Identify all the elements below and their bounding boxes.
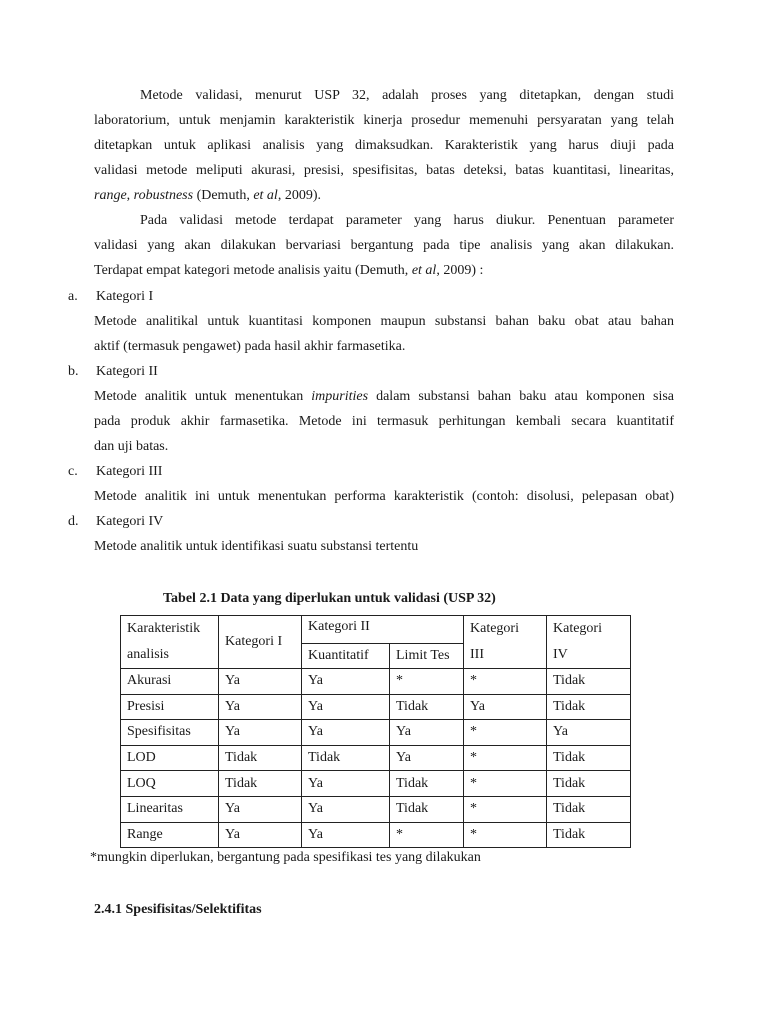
citation-open: (Demuth, [193, 188, 254, 203]
paragraph-1-line-2: laboratorium, untuk menjamin karakteristik kinerja prosedur memenuhi persyaratan yang telah [94, 113, 674, 128]
list-marker-a: a. [68, 289, 78, 304]
category-2-line-2: pada produk akhir farmasetika. Metode ini termasuk perhitungan kembali secara kuantitatif [94, 414, 674, 429]
list-marker-b: b. [68, 364, 79, 379]
table-cell: Ya [302, 669, 390, 695]
table-cell: Presisi [121, 694, 219, 720]
table-cell: * [464, 822, 547, 848]
table-cell: Tidak [547, 771, 631, 797]
table-cell: Ya [302, 771, 390, 797]
table-cell: Tidak [547, 669, 631, 695]
table-cell: Ya [302, 694, 390, 720]
table-cell: Akurasi [121, 669, 219, 695]
table-cell: Ya [547, 720, 631, 746]
table-footnote: *mungkin diperlukan, bergantung pada spesifikasi tes yang dilakukan [90, 850, 481, 865]
category-2-line-1 [94, 388, 674, 406]
table-cell: Ya [464, 694, 547, 720]
header-category-4 [547, 616, 631, 669]
table-row [121, 720, 631, 746]
header-characteristic [121, 616, 219, 669]
header-limit-test: Limit Tes [390, 644, 464, 669]
table-cell: Range [121, 822, 219, 848]
table-cell: Ya [219, 669, 302, 695]
table-cell: Tidak [302, 745, 390, 771]
table-cell: LOD [121, 745, 219, 771]
citation-et-al: et al [253, 188, 278, 203]
paragraph-1-line-5 [94, 187, 674, 205]
table-cell: Tidak [547, 822, 631, 848]
citation-close: , 2009). [277, 188, 321, 203]
category-1-line-1: Metode analitikal untuk kuantitasi komponen maupun substansi bahan baku obat atau bahan [94, 314, 674, 329]
category-4-line-1: Metode analitik untuk identifikasi suatu substansi tertentu [94, 539, 419, 554]
impurities-term: impurities [311, 389, 369, 404]
header-text: Kategori [470, 621, 519, 636]
table-cell: Tidak [390, 771, 464, 797]
table-row [121, 669, 631, 695]
table-row [121, 771, 631, 797]
table-cell: Tidak [547, 745, 631, 771]
table-cell: Tidak [219, 745, 302, 771]
table-cell: Ya [390, 745, 464, 771]
category-3-line-1: Metode analitik ini untuk menentukan performa karakteristik (contoh: disolusi, pelepasan obat) [94, 489, 674, 504]
table-cell: * [464, 771, 547, 797]
paragraph-2-line-3 [94, 262, 674, 280]
table-cell: Ya [302, 720, 390, 746]
table-cell: * [464, 745, 547, 771]
citation-close: , 2009) : [436, 263, 484, 278]
table-cell: * [390, 822, 464, 848]
header-category-1: Kategori I [219, 616, 302, 669]
paragraph-1-line-3: ditetapkan untuk aplikasi analisis yang dimaksudkan. Karakteristik yang harus diuji pada [94, 138, 674, 153]
table-cell: Spesifisitas [121, 720, 219, 746]
header-text: IV [553, 647, 568, 662]
validation-table [120, 615, 631, 848]
header-category-3 [464, 616, 547, 669]
list-marker-d: d. [68, 514, 79, 529]
table-cell: * [464, 796, 547, 822]
header-quantitative: Kuantitatif [302, 644, 390, 669]
robustness-term: robustness [133, 188, 194, 203]
table-row [121, 822, 631, 848]
table-cell: Ya [302, 796, 390, 822]
table-cell: Tidak [547, 694, 631, 720]
table-cell: Ya [219, 822, 302, 848]
table-cell: * [390, 669, 464, 695]
header-text: analisis [127, 647, 169, 662]
range-term: range [94, 188, 127, 203]
section-heading: 2.4.1 Spesifisitas/Selektifitas [94, 902, 262, 917]
paragraph-1-line-4: validasi metode meliputi akurasi, presisi, spesifisitas, batas deteksi, batas kuantitasi, linearitas, [94, 163, 674, 178]
table-caption: Tabel 2.1 Data yang diperlukan untuk validasi (USP 32) [163, 591, 496, 606]
category-heading: Kategori II [96, 364, 158, 379]
separator: , [126, 188, 134, 203]
table-row [121, 694, 631, 720]
table-cell: Ya [390, 720, 464, 746]
paragraph-2-line-1: Pada validasi metode terdapat parameter yang harus diukur. Penentuan parameter [140, 213, 674, 228]
category-heading: Kategori IV [96, 514, 164, 529]
table-cell: Tidak [390, 796, 464, 822]
header-text: Karakteristik [127, 621, 201, 636]
table-row [121, 745, 631, 771]
text: dalam substansi bahan baku atau komponen sisa [368, 389, 675, 404]
citation-et-al: et al [411, 263, 437, 278]
text: Metode analitik untuk menentukan [94, 389, 312, 404]
paragraph-2-line-2: validasi yang akan dilakukan bervariasi bergantung pada tipe analisis yang akan dilakukan. [94, 238, 674, 253]
intro-text: Terdapat empat kategori metode analisis yaitu (Demuth, [94, 263, 412, 278]
table-cell: Tidak [219, 771, 302, 797]
table-cell: Linearitas [121, 796, 219, 822]
table-header-row [121, 616, 631, 644]
table-row [121, 796, 631, 822]
category-heading: Kategori I [96, 289, 154, 304]
paragraph-1-line-1: Metode validasi, menurut USP 32, adalah proses yang ditetapkan, dengan studi [140, 88, 674, 103]
table-cell: Tidak [390, 694, 464, 720]
list-marker-c: c. [68, 464, 78, 479]
category-2-line-3: dan uji batas. [94, 439, 169, 454]
table-cell: LOQ [121, 771, 219, 797]
table-cell: Ya [302, 822, 390, 848]
category-1-line-2: aktif (termasuk pengawet) pada hasil akhir farmasetika. [94, 339, 406, 354]
table-cell: Tidak [547, 796, 631, 822]
table-cell: Ya [219, 694, 302, 720]
header-text: Kategori [553, 621, 602, 636]
table-cell: Ya [219, 720, 302, 746]
table-cell: Ya [219, 796, 302, 822]
table-cell: * [464, 720, 547, 746]
header-category-2: Kategori II [302, 616, 464, 644]
table-cell: * [464, 669, 547, 695]
header-text: III [470, 647, 484, 662]
category-heading: Kategori III [96, 464, 163, 479]
